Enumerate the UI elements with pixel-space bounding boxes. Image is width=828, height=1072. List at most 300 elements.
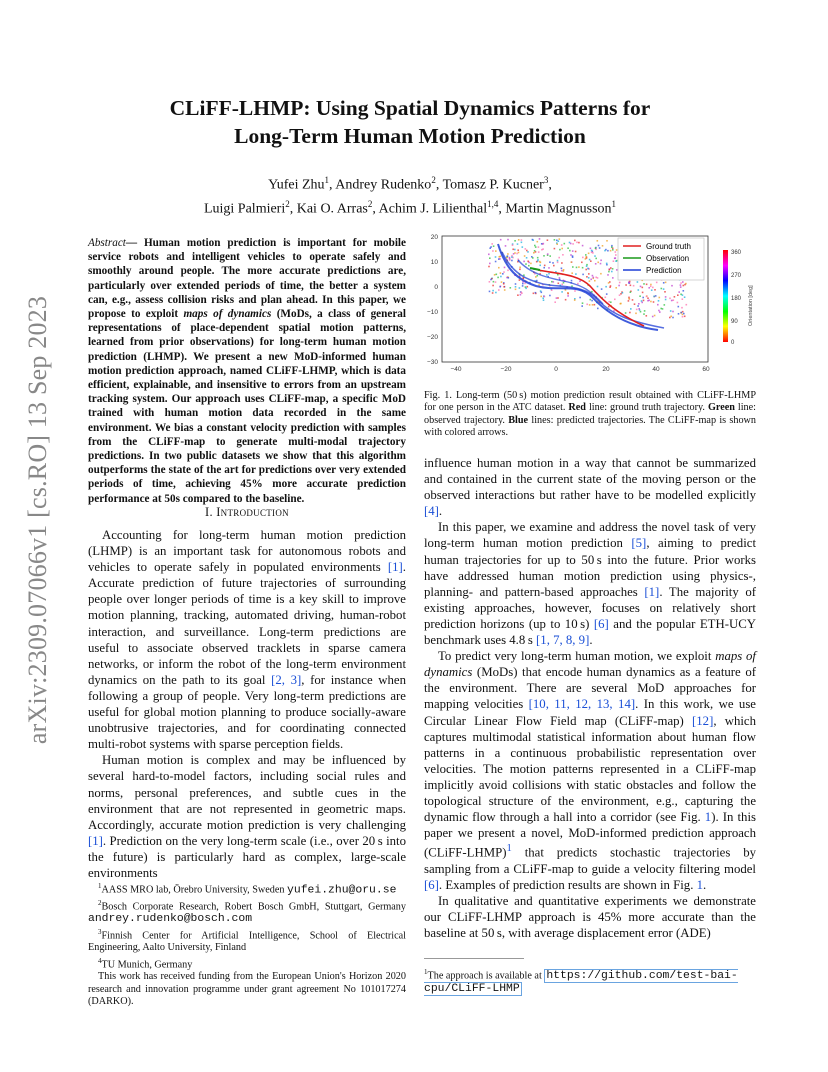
map-arrow bbox=[528, 265, 530, 267]
map-arrow bbox=[611, 271, 613, 273]
map-arrow bbox=[492, 250, 494, 252]
map-arrow bbox=[502, 273, 504, 275]
map-arrow bbox=[670, 310, 672, 312]
map-arrow bbox=[635, 313, 637, 315]
map-arrow bbox=[652, 316, 654, 318]
map-arrow bbox=[564, 243, 566, 245]
map-arrow bbox=[630, 291, 632, 293]
map-arrow bbox=[489, 291, 491, 293]
map-arrow bbox=[671, 285, 673, 287]
footnote-text: The approach is available at bbox=[427, 970, 545, 982]
map-arrow bbox=[589, 259, 591, 261]
map-arrow bbox=[593, 277, 595, 279]
y-axis-ticks bbox=[427, 234, 438, 366]
map-arrow bbox=[569, 250, 571, 252]
map-arrow bbox=[677, 294, 679, 296]
map-arrow bbox=[619, 282, 621, 284]
map-arrow bbox=[571, 261, 573, 263]
map-arrow bbox=[680, 282, 682, 284]
map-arrow bbox=[611, 245, 613, 247]
map-arrow bbox=[678, 291, 680, 293]
author-name: Tomasz P. Kucner bbox=[442, 177, 544, 193]
map-arrow bbox=[561, 268, 563, 270]
map-arrow bbox=[537, 257, 539, 259]
map-arrow bbox=[618, 285, 620, 287]
affiliation-mark: 2 bbox=[367, 198, 373, 209]
map-arrow bbox=[629, 312, 631, 314]
map-arrow bbox=[657, 304, 659, 306]
map-arrow bbox=[558, 283, 560, 285]
paper-title bbox=[90, 94, 730, 150]
map-arrow bbox=[507, 253, 509, 255]
x-tick: 60 bbox=[702, 366, 710, 373]
map-arrow bbox=[533, 252, 535, 254]
map-arrow bbox=[527, 251, 529, 253]
x-axis-ticks bbox=[450, 366, 710, 373]
map-arrow bbox=[547, 253, 549, 255]
map-arrow bbox=[507, 255, 509, 257]
affiliation-footnotes: $^1$AASS MRO lab, Örebro University, Sweden yufei.zhu@oru.se $^2$Bosch Corporate Research, Robert Bosch GmbH, Stuttgart, Germany andrey.rudenko@bosch.com $^3$Finnish Center for Artificial Intelligence, School of Electrical Engineering, Aalto University, Finland $^4$TU Munich, Germany This work has received funding from the European Union's Horizon 2020 research and innovation programme under grant agreement No 101017274 (DARKO). bbox=[88, 882, 406, 1007]
map-arrow bbox=[532, 257, 534, 259]
map-arrow bbox=[522, 283, 524, 285]
map-arrow bbox=[664, 304, 666, 306]
y-tick: −20 bbox=[426, 334, 438, 341]
y-tick: 10 bbox=[430, 259, 438, 266]
map-arrow bbox=[595, 263, 597, 265]
map-arrow bbox=[638, 303, 640, 305]
map-arrow bbox=[559, 249, 561, 251]
map-arrow bbox=[680, 284, 682, 286]
map-arrow bbox=[599, 247, 601, 249]
map-arrow bbox=[512, 249, 514, 251]
map-arrow bbox=[683, 285, 685, 287]
footnote-text: Finnish Center for Artificial Intelligence, School of Electrical Engineering, Aalto University, Finland bbox=[88, 930, 406, 954]
map-arrow bbox=[644, 310, 646, 312]
map-arrow bbox=[563, 282, 565, 284]
colorbar-tick: 270 bbox=[731, 273, 742, 279]
abstract-label: Abstract bbox=[88, 237, 126, 249]
map-arrow bbox=[509, 258, 511, 260]
map-arrow bbox=[678, 306, 680, 308]
map-arrow bbox=[519, 287, 521, 289]
map-arrow bbox=[585, 254, 587, 256]
map-arrow bbox=[672, 317, 674, 319]
footnote-link[interactable]: 1 bbox=[506, 843, 512, 855]
map-arrow bbox=[608, 306, 610, 308]
map-arrow bbox=[588, 273, 590, 275]
paragraph: In qualitative and quantitative experiments we demonstrate our CLiFF-LHMP approach is 45% more accurate than the baseline at 50 s, with average displacement error (ADE) bbox=[424, 893, 756, 940]
map-arrow bbox=[585, 269, 587, 271]
map-arrow bbox=[615, 254, 617, 256]
map-arrow bbox=[537, 275, 539, 277]
author-name: Achim J. Lilienthal bbox=[378, 201, 488, 217]
map-arrow bbox=[525, 263, 527, 265]
map-arrow bbox=[646, 284, 648, 286]
map-arrow bbox=[670, 316, 672, 318]
citation-link[interactable]: [1] bbox=[88, 833, 103, 848]
citation-link[interactable]: [2, 3] bbox=[271, 672, 302, 687]
map-arrow bbox=[630, 285, 632, 287]
map-arrow bbox=[541, 292, 543, 294]
affiliation-mark: 2 bbox=[431, 175, 436, 185]
map-arrow bbox=[597, 262, 599, 264]
map-arrow bbox=[586, 264, 588, 266]
map-arrow bbox=[534, 245, 536, 247]
map-arrow bbox=[533, 293, 535, 295]
paragraph: To predict very long-term human motion, we exploit maps of dynamics (MoDs) that encode human dynamics as a feature of the environment. There are several MoD approaches for mapping velocities [10, 11, 12, 13, 14]. In this work, we use Circular Linear Flow Field map (CLiFF-map) [12], which captures multimodal statistical information about human flow patterns in a continuous probabilistic representation over velocities. The motion patterns represented in a CLiFF-map implicitly avoid collisions with static obstacles and follow the topological structure of the environment, e.g., capturing the dynamic flow through a hall into a corridor (see Fig. 1). In this paper we present a novel, MoD-informed prediction approach (CLiFF-LHMP)$^1$ that predicts stochastic trajectories by sampling from a CLiFF-map to guide a velocity filtering model [6]. Examples of prediction results are shown in Fig. 1. bbox=[424, 649, 756, 892]
caption-green: Green bbox=[707, 402, 735, 414]
map-arrow bbox=[607, 250, 609, 252]
map-arrow bbox=[605, 286, 607, 288]
map-arrow bbox=[492, 290, 494, 292]
map-arrow bbox=[610, 285, 612, 287]
map-arrow bbox=[558, 257, 560, 259]
legend-observation: Observation bbox=[646, 254, 690, 263]
map-arrow bbox=[594, 304, 596, 306]
map-arrow bbox=[643, 313, 645, 315]
citation-link[interactable]: [10, 11, 12, 13, 14] bbox=[528, 697, 636, 712]
map-arrow bbox=[572, 243, 574, 245]
map-arrow bbox=[634, 303, 636, 305]
intro-left-column bbox=[88, 527, 406, 881]
map-arrow bbox=[641, 302, 643, 304]
paragraph: Accounting for long-term human motion prediction (LHMP) is an important task for autonomous robots and vehicles to operate safely in populated environments [1]. Accurate prediction of future trajectories of surrounding people over longer periods of time is a key skill to improve motion planning, tracking, automated driving, human-robot interaction, and surveillance. Long-term predictions are useful to associate observed tracklets in sparse camera networks, or inform the robot of the long-term environment dynamics on the path to its goal [2, 3], for instance when following a group of people. Very long-term predictions are useful for global motion planning to produce socially-aware unobtrusive trajectories, and for coordinating connected multi-robot systems with sparse perception fields. bbox=[88, 528, 407, 752]
map-arrow bbox=[557, 262, 559, 264]
y-tick: 0 bbox=[434, 284, 438, 291]
map-arrow bbox=[535, 292, 537, 294]
map-arrow bbox=[633, 285, 635, 287]
map-arrow bbox=[549, 255, 551, 257]
map-arrow bbox=[554, 301, 556, 303]
map-arrow bbox=[567, 293, 569, 295]
map-arrow bbox=[561, 262, 563, 264]
map-arrow bbox=[647, 297, 649, 299]
map-arrow bbox=[650, 301, 652, 303]
footnote-rule bbox=[424, 958, 524, 959]
map-arrow bbox=[565, 289, 567, 291]
map-arrow bbox=[654, 315, 656, 317]
figure-link[interactable]: 1 bbox=[696, 877, 703, 892]
map-arrow bbox=[659, 311, 661, 313]
map-arrow bbox=[549, 261, 551, 263]
map-arrow bbox=[526, 257, 528, 259]
abstract-text: (MoDs, a class of general representations of place-dependent spatial motion patterns, learned from prior observations) for long-term human motion prediction (LHMP). We present a new MoD-informed human motion prediction approach, named CLiFF-LHMP, which is data efficient, explainable, and insensitive to errors from an upstream tracking system. Our approach uses CLiFF-map, a specific MoD trained with human motion data recorded in the same environment. We bias a constant velocity prediction with samples from the CLiFF-map to generate multi-modal trajectory predictions. In two public datasets we show that this algorithm outperforms the state of the art for predictions over very extended periods of time, achieving 45% more accurate prediction performance at 50s compared to the baseline. bbox=[88, 308, 406, 505]
map-arrow bbox=[614, 299, 616, 301]
arxiv-identifier: arXiv:2309.07066v1 [cs.RO] 13 Sep 2023 bbox=[23, 295, 52, 745]
x-tick: −40 bbox=[450, 366, 462, 373]
map-arrow bbox=[646, 315, 648, 317]
map-arrow bbox=[652, 287, 654, 289]
map-arrow bbox=[628, 298, 630, 300]
map-arrow bbox=[606, 263, 608, 265]
map-arrow bbox=[595, 247, 597, 249]
map-arrow bbox=[622, 292, 624, 294]
map-arrow bbox=[548, 267, 550, 269]
map-arrow bbox=[592, 252, 594, 254]
map-arrow bbox=[581, 262, 583, 264]
map-arrow bbox=[495, 250, 497, 252]
map-arrow bbox=[660, 308, 662, 310]
citation-link[interactable]: [1] bbox=[387, 560, 403, 575]
map-arrow bbox=[519, 269, 521, 271]
map-arrow bbox=[638, 289, 640, 291]
map-arrow bbox=[499, 258, 501, 260]
map-arrow bbox=[570, 243, 572, 245]
map-arrow bbox=[556, 243, 558, 245]
map-arrow bbox=[654, 289, 656, 291]
map-arrow bbox=[651, 289, 653, 291]
footnote-text: AASS MRO lab, Örebro University, Sweden bbox=[101, 884, 288, 896]
map-arrow bbox=[646, 296, 648, 298]
map-arrow bbox=[575, 251, 577, 253]
map-arrow bbox=[613, 260, 615, 262]
map-arrow bbox=[538, 246, 540, 248]
map-arrow bbox=[489, 281, 491, 283]
map-arrow bbox=[522, 246, 524, 248]
map-arrow bbox=[500, 256, 502, 258]
citation-link[interactable]: [6] bbox=[424, 877, 439, 892]
intro-right-column bbox=[424, 455, 756, 941]
map-arrow bbox=[493, 245, 495, 247]
map-arrow bbox=[570, 254, 572, 256]
map-arrow bbox=[612, 277, 614, 279]
map-arrow bbox=[492, 292, 494, 294]
map-arrow bbox=[586, 256, 588, 258]
paragraph: Human motion is complex and may be influenced by several hard-to-model factors, including social rules and norms, personal preferences, and subtle cues in the environment that are not represented in geometric maps. Accordingly, accurate motion prediction is very challenging [1]. Prediction on the very long-term scale (i.e., over 20 s into the future) is particularly hard as complex, large-scale environments bbox=[88, 753, 406, 880]
author-line-2: Luigi Palmieri$^2$, Kai O. Arras$^2$, Achim J. Lilienthal$^{1,4}$, Martin Magnusson$^1$ bbox=[203, 198, 617, 217]
map-arrow bbox=[590, 260, 592, 262]
orientation-colorbar bbox=[723, 250, 728, 342]
citation-link[interactable]: [6] bbox=[593, 616, 609, 631]
map-arrow bbox=[563, 270, 565, 272]
map-arrow bbox=[495, 292, 497, 294]
map-arrow bbox=[498, 267, 500, 269]
map-arrow bbox=[588, 277, 590, 279]
map-arrow bbox=[640, 286, 642, 288]
map-arrow bbox=[620, 293, 622, 295]
map-arrow bbox=[680, 286, 682, 288]
map-arrow bbox=[543, 299, 545, 301]
map-arrow bbox=[565, 299, 567, 301]
map-arrow bbox=[489, 257, 491, 259]
map-arrow bbox=[611, 246, 613, 248]
map-arrow bbox=[538, 251, 540, 253]
map-arrow bbox=[508, 277, 510, 279]
map-arrow bbox=[547, 239, 549, 241]
map-arrow bbox=[615, 251, 617, 253]
map-arrow bbox=[544, 296, 546, 298]
map-arrow bbox=[576, 242, 578, 244]
map-arrow bbox=[608, 301, 610, 303]
map-arrow bbox=[663, 288, 665, 290]
map-arrow bbox=[588, 253, 590, 255]
abstract-text: Human motion prediction is important for mobile service robots and intelligent vehicles to operate safely and smoothly around people. The more accurate predictions are, particularly over extended periods of time, the better a system can, e.g., assess collision risks and plan ahead. In this paper, we propose to exploit bbox=[88, 237, 406, 321]
map-arrow bbox=[561, 244, 563, 246]
map-arrow bbox=[541, 249, 543, 251]
map-arrow bbox=[504, 267, 506, 269]
map-arrow bbox=[488, 254, 490, 256]
footnote-text: Bosch Corporate Research, Robert Bosch GmbH, Stuttgart, Germany bbox=[101, 901, 406, 913]
map-arrow bbox=[655, 295, 657, 297]
map-arrow bbox=[653, 296, 655, 298]
map-arrow bbox=[521, 242, 523, 244]
citation-link[interactable]: [1, 7, 8, 9] bbox=[536, 633, 590, 648]
map-arrow bbox=[639, 295, 641, 297]
prediction-plot bbox=[418, 230, 764, 380]
map-arrow bbox=[609, 269, 611, 271]
citation-link[interactable]: [4] bbox=[424, 504, 439, 519]
map-arrow bbox=[665, 299, 667, 301]
map-arrow bbox=[619, 294, 621, 296]
map-arrow bbox=[637, 305, 639, 307]
map-arrow bbox=[682, 314, 684, 316]
map-arrow bbox=[682, 311, 684, 313]
map-arrow bbox=[520, 292, 522, 294]
map-arrow bbox=[539, 265, 541, 267]
map-arrow bbox=[602, 245, 604, 247]
map-arrow bbox=[591, 250, 593, 252]
map-arrow bbox=[500, 276, 502, 278]
x-tick: 40 bbox=[652, 366, 660, 373]
map-arrow bbox=[543, 255, 545, 257]
map-arrow bbox=[595, 258, 597, 260]
map-arrow bbox=[558, 240, 560, 242]
map-arrow bbox=[535, 246, 537, 248]
map-arrow bbox=[501, 281, 503, 283]
map-arrow bbox=[642, 287, 644, 289]
map-arrow bbox=[536, 261, 538, 263]
map-arrow bbox=[519, 267, 521, 269]
map-arrow bbox=[669, 317, 671, 319]
map-arrow bbox=[578, 242, 580, 244]
map-arrow bbox=[641, 300, 643, 302]
map-arrow bbox=[682, 294, 684, 296]
paragraph: influence human motion in a way that cannot be summarized and contained in the current state of the moving person or the observed interactions but rather have to be modelled explicitly [4]. bbox=[424, 456, 756, 519]
map-arrow bbox=[532, 239, 534, 241]
map-arrow bbox=[494, 274, 496, 276]
map-arrow bbox=[579, 297, 581, 299]
citation-link[interactable]: [5] bbox=[631, 536, 647, 551]
map-arrow bbox=[497, 277, 499, 279]
map-arrow bbox=[517, 243, 519, 245]
caption-blue: Blue bbox=[508, 414, 529, 426]
y-tick: 20 bbox=[430, 234, 438, 241]
map-arrow bbox=[514, 249, 516, 251]
map-arrow bbox=[597, 240, 599, 242]
figure-link[interactable]: 1 bbox=[704, 810, 712, 825]
figure-1 bbox=[418, 230, 764, 380]
map-arrow bbox=[519, 279, 521, 281]
affiliation-mark: 1 bbox=[611, 198, 617, 209]
map-arrow bbox=[500, 272, 502, 274]
map-arrow bbox=[572, 250, 574, 252]
map-arrow bbox=[659, 297, 661, 299]
email: andrey.rudenko@bosch.com bbox=[88, 913, 253, 926]
map-arrow bbox=[590, 279, 592, 281]
abstract bbox=[88, 236, 406, 506]
map-arrow bbox=[636, 309, 638, 311]
map-arrow bbox=[490, 246, 492, 248]
citation-link[interactable]: [1] bbox=[644, 584, 660, 599]
map-arrow bbox=[510, 287, 512, 289]
map-arrow bbox=[648, 287, 650, 289]
map-arrow bbox=[674, 296, 676, 298]
map-arrow bbox=[536, 280, 538, 282]
abstract-dash: — bbox=[125, 237, 138, 249]
map-arrow bbox=[612, 268, 614, 270]
map-arrow bbox=[581, 305, 583, 307]
citation-link[interactable]: [12] bbox=[692, 713, 714, 728]
map-arrow bbox=[590, 248, 592, 250]
map-arrow bbox=[671, 300, 673, 302]
map-arrow bbox=[642, 292, 644, 294]
map-arrow bbox=[590, 299, 592, 301]
map-arrow bbox=[506, 257, 508, 259]
map-arrow bbox=[537, 241, 539, 243]
map-arrow bbox=[683, 313, 685, 315]
map-arrow bbox=[527, 286, 529, 288]
map-arrow bbox=[561, 248, 563, 250]
author-line-1: Yufei Zhu$^1$, Andrey Rudenko$^2$, Tomasz P. Kucner$^3$, bbox=[268, 175, 552, 193]
map-arrow bbox=[647, 300, 649, 302]
map-arrow bbox=[607, 274, 609, 276]
map-arrow bbox=[503, 271, 505, 273]
map-arrow bbox=[600, 263, 602, 265]
author-name: Martin Magnusson bbox=[505, 201, 612, 217]
caption-red: Red bbox=[568, 402, 586, 414]
map-arrow bbox=[572, 256, 574, 258]
map-arrow bbox=[567, 247, 569, 249]
map-arrow bbox=[592, 304, 594, 306]
map-arrow bbox=[669, 298, 671, 300]
legend bbox=[618, 238, 704, 280]
legend-ground-truth: Ground truth bbox=[646, 242, 691, 251]
map-arrow bbox=[681, 307, 683, 309]
map-arrow bbox=[577, 283, 579, 285]
map-arrow bbox=[586, 304, 588, 306]
map-arrow bbox=[682, 298, 684, 300]
map-arrow bbox=[511, 255, 513, 257]
map-arrow bbox=[604, 250, 606, 252]
map-arrow bbox=[530, 263, 532, 265]
map-arrow bbox=[658, 310, 660, 312]
colorbar-label: Orientation [deg] bbox=[748, 285, 754, 326]
map-arrow bbox=[684, 316, 686, 318]
map-arrow bbox=[556, 240, 558, 242]
map-arrow bbox=[616, 249, 618, 251]
map-arrow bbox=[518, 239, 520, 241]
y-tick: −30 bbox=[426, 359, 438, 366]
colorbar-tick: 180 bbox=[731, 296, 742, 302]
map-arrow bbox=[615, 257, 617, 259]
affiliation-mark: 1 bbox=[324, 175, 330, 185]
footnote-text: TU Munich, Germany bbox=[101, 959, 193, 971]
map-arrow bbox=[653, 301, 655, 303]
map-arrow bbox=[589, 280, 591, 282]
map-arrow bbox=[561, 284, 563, 286]
author-list bbox=[90, 171, 730, 218]
map-arrow bbox=[589, 304, 591, 306]
map-arrow bbox=[594, 255, 596, 257]
map-arrow bbox=[612, 249, 614, 251]
map-arrow bbox=[559, 238, 561, 240]
map-arrow bbox=[523, 261, 525, 263]
github-link[interactable]: https://github.com/test-bai-cpu/CLiFF-LHMP bbox=[424, 970, 738, 995]
map-arrow bbox=[543, 267, 545, 269]
map-arrow bbox=[522, 285, 524, 287]
map-arrow bbox=[513, 253, 515, 255]
author-name: Andrey Rudenko bbox=[335, 177, 432, 193]
